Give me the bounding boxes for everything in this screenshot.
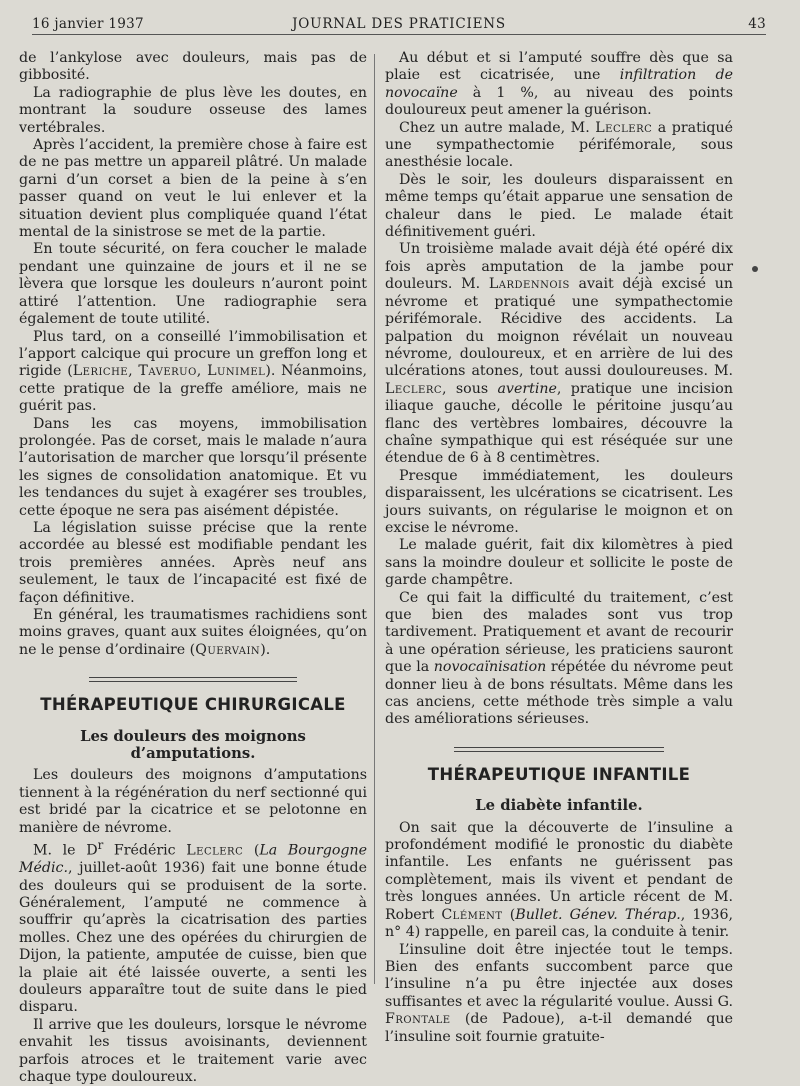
paragraph: L’insuline doit être injectée tout le temps. Bien des enfants succombent parce que l’insuline n’a pu être injectée aux doses suffisantes et avec la régularité voulue. Aussi G. Frontale (de Padoue), a-t-il demandé que l’insuline soit fournie gratuite- <box>385 941 733 1045</box>
journal-citation: Bullet. Génev. Thérap. <box>515 906 681 923</box>
paragraph: Plus tard, on a conseillé l’immobilisation et l’apport calcique qui procure un greffon long et rigide (Leriche, Taveruo, Lunimel). Néanmoins, cette pratique de la greffe améliore, mais ne guérit pas. <box>19 328 367 415</box>
paragraph: de l’ankylose avec douleurs, mais pas de gibbosité. <box>19 50 367 84</box>
ink-dot <box>752 266 758 272</box>
author-name: Leclerc <box>186 842 244 859</box>
author-name: Leriche <box>72 363 129 380</box>
right-column <box>385 50 733 1046</box>
journal-citation: La Bourgogne Médic. <box>19 842 368 877</box>
author-name: Quervain <box>195 641 261 658</box>
paragraph: M. le $D^r$ Frédéric Leclerc (La Bourgogne Médic., juillet-août 1936) fait une bonne étude des douleurs qui se produisent de la sorte. Généralement, l’amputé ne commence à souffrir qu’après la cicatrisation des parties molles. Chez une des opérées du chirurgien de Dijon, la patiente, amputée de cuisse, bien que la plaie ait été laissée ouverte, a senti les douleurs apparaître tout de suite dans le pied disparu. <box>19 838 368 1016</box>
page-number: 43 <box>748 16 766 32</box>
section-title: THÉRAPEUTIQUE CHIRURGICALE <box>40 695 346 715</box>
section-rule <box>454 747 664 752</box>
header-date: 16 janvier 1937 <box>32 16 144 32</box>
paragraph: La législation suisse précise que la rente accordée au blessé est modifiable pendant les trois premières années. Après neuf ans seulement, le taux de l’incapacité est fixé de façon définitive. <box>19 519 367 606</box>
section-rule <box>89 677 297 682</box>
left-column <box>19 50 367 1086</box>
section-title: THÉRAPEUTIQUE INFANTILE <box>427 764 691 784</box>
author-name: Frontale <box>385 1011 451 1028</box>
paragraph: Les douleurs des moignons d’amputations tiennent à la régénération du nerf sectionné qui est bridé par la cicatrice et se pelotonne en manière de névrome. <box>19 767 367 836</box>
paragraph: Ce qui fait la difficulté du traitement, c’est que bien des malades sont vus trop tardivement. Pratiquement et avant de recourir à une opération sérieuse, les praticiens sauront que la novocaïnisation répétée du névrome peut donner lieu à de bons résultats. Même dans les cas anciens, cette méthode très simple a valu des améliorations sérieuses. <box>385 589 733 728</box>
running-header <box>32 14 766 35</box>
paragraph: Un troisième malade avait déjà été opéré dix fois après amputation de la jambe pour douleurs. M. Lardennois avait déjà excisé un névrome et pratiqué une sympathectomie périfémorale. Récidive des accidents. La palpation du moignon révélait un nouveau névrome, douloureux, et en arrière de lui des ulcérations atones, tout aussi douloureuses. M. Leclerc, sous avertine, pratique une incision iliaque gauche, décolle le péritoine jusqu’au flanc des vertèbres lombaires, découvre la chaîne sympathique qui est réséquée sur une étendue de 6 à 8 centimètres. <box>385 241 733 467</box>
author-name: Leclerc <box>385 380 442 397</box>
paragraph: Il arrive que les douleurs, lorsque le névrome envahit les tissus avoisinants, deviennent parfois atroces et le traitement varie avec chaque type douloureux. <box>19 1016 367 1086</box>
paragraph: Chez un autre malade, M. Leclerc a pratiqué une sympathectomie périfémorale, sous anesthésie locale. <box>385 119 733 171</box>
paragraph: Dans les cas moyens, immobilisation prolongée. Pas de corset, mais le malade n’aura l’autorisation de marcher que lorsqu’il présente les signes de consolidation anatomique. Et vu les tendances du sujet à exagérer ses troubles, cette époque ne sera pas aisément dépistée. <box>19 415 367 519</box>
author-name: Lardennois <box>488 276 570 293</box>
paragraph: Au début et si l’amputé souffre dès que sa plaie est cicatrisée, une infiltration de novocaïne à 1 %, au niveau des points douloureux peut amener la guérison. <box>385 50 734 119</box>
paragraph: On sait que la découverte de l’insuline a profondément modifié le pronostic du diabète infantile. Les enfants ne guérissent pas complètement, mais ils vivent et pendant de très longues années. Un article récent de M. Robert Clément (Bullet. Génev. Thérap., 1936, n° 4) rappelle, en pareil cas, la conduite à tenir. <box>385 819 733 941</box>
author-name: Leclerc <box>595 119 653 136</box>
article-title: Les douleurs des moignons d’amputations. <box>80 727 306 763</box>
author-name: Lunimel <box>207 363 266 380</box>
paragraph: Presque immédiatement, les douleurs disparaissent, les ulcérations se cicatrisent. Les jours suivants, on régularise le moignon et on excise le névrome. <box>385 467 733 536</box>
paragraph: En général, les traumatismes rachidiens sont moins graves, quant aux suites éloignées, qu’on ne le pense d’ordinaire (Quervain). <box>19 607 367 658</box>
paragraph: En toute sécurité, on fera coucher le malade pendant une quinzaine de jours et il ne se lèvera que lorsque les douleurs n’auront point attiré l’attention. Une radiographie sera également de toute utilité. <box>19 241 367 328</box>
author-name: Taveruo <box>138 363 197 380</box>
paragraph: Le malade guérit, fait dix kilomètres à pied sans la moindre douleur et sollicite le poste de garde champêtre. <box>385 537 733 589</box>
paragraph: Après l’accident, la première chose à faire est de ne pas mettre un appareil plâtré. Un malade garni d’un corset a bien de la peine à s’en passer quand on veut le lui enlever et la situation devient plus compliquée quand l’état mental de la sinistrose se met de la partie. <box>19 137 367 241</box>
column-divider <box>374 54 375 984</box>
author-name: Clément <box>441 906 503 923</box>
paragraph: Dès le soir, les douleurs disparaissent en même temps qu’était apparue une sensation de chaleur dans le pied. Le malade était définitivement guéri. <box>385 171 733 241</box>
journal-title: JOURNAL DES PRATICIENS <box>292 16 506 32</box>
paragraph: La radiographie de plus lève les doutes, en montrant la soudure osseuse des lames vertébrales. <box>19 84 367 136</box>
article-title: Le diabète infantile. <box>475 797 643 815</box>
